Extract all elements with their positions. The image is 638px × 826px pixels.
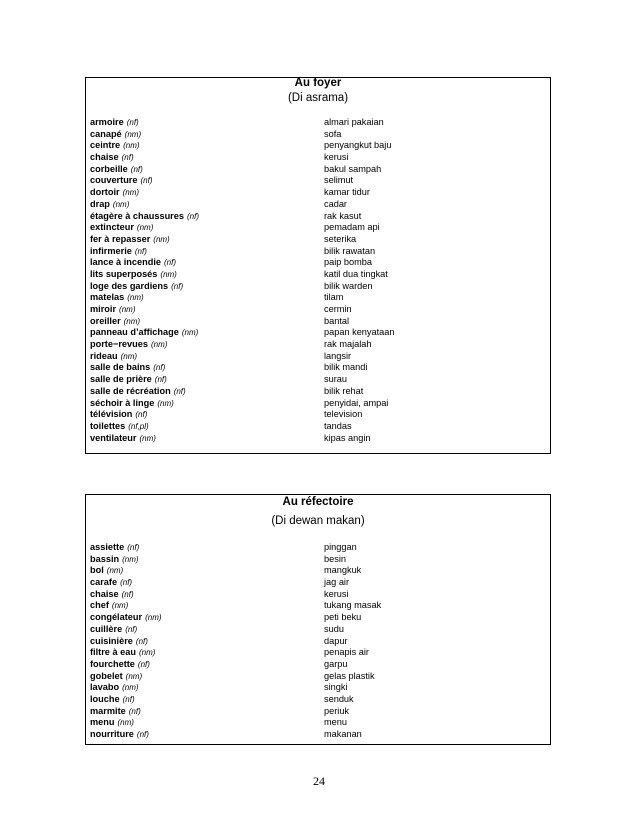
french-word: étagère à chaussures [90, 210, 184, 221]
list-item [86, 729, 550, 741]
french-word: armoire [90, 117, 124, 127]
malay-translation: bakul sampah [324, 163, 382, 174]
malay-translation: paip bomba [324, 257, 373, 268]
malay-translation: cermin [324, 304, 352, 314]
gender-tag: (nf) [130, 164, 143, 174]
gender-tag: (nm) [123, 316, 141, 326]
list-item [86, 554, 550, 566]
malay-translation: besin [324, 553, 346, 564]
list-item [86, 304, 550, 316]
list-item [86, 152, 550, 164]
section-subtitle: (Di asrama) [287, 92, 349, 104]
french-term [90, 175, 153, 187]
list-item [86, 600, 550, 612]
gender-tag: (nf) [120, 578, 133, 588]
french-term [90, 164, 143, 176]
gender-tag: (nm) [112, 199, 130, 209]
malay-translation: kipas angin [324, 432, 371, 443]
list-item [86, 647, 550, 659]
gender-tag: (nf) [140, 176, 153, 186]
gender-tag: (nm) [145, 613, 162, 623]
gender-tag: (nm) [122, 683, 139, 693]
french-term [90, 624, 137, 636]
french-word: salle de prière [90, 374, 152, 385]
french-term [90, 659, 150, 671]
list-item [86, 175, 550, 187]
french-word: carafe [90, 577, 118, 588]
list-item [86, 694, 550, 706]
french-term [90, 647, 155, 659]
gender-tag: (nf) [136, 730, 149, 739]
french-term [90, 187, 139, 199]
french-term [90, 600, 128, 612]
list-item [86, 117, 550, 129]
list-item [86, 292, 550, 304]
french-word: gobelet [90, 670, 123, 681]
list-item [86, 257, 550, 269]
malay-translation: gelas plastik [324, 670, 375, 681]
list-item [86, 565, 550, 577]
list-item [86, 222, 550, 234]
french-term [90, 729, 149, 741]
french-term [90, 636, 148, 648]
vocab-table-refectoire [85, 494, 551, 745]
malay-translation: jag air [324, 577, 350, 588]
malay-translation: kerusi [324, 588, 349, 599]
french-word: cuillère [90, 623, 123, 634]
list-item [86, 717, 550, 729]
french-word: cuisinière [90, 635, 133, 646]
french-term [90, 327, 198, 339]
list-item [86, 386, 550, 398]
malay-translation: papan kenyataan [324, 327, 395, 338]
french-word: fourchette [90, 658, 135, 669]
french-word: bassin [90, 553, 120, 564]
gender-tag: (nm) [117, 718, 134, 728]
gender-tag: (nm) [138, 648, 156, 658]
french-word: ceintre [90, 140, 121, 151]
french-word: panneau d’affichage [90, 327, 179, 338]
malay-translation: mangkuk [324, 565, 362, 576]
gender-tag: (nm) [111, 601, 129, 611]
gender-tag: (nf) [125, 624, 138, 634]
malay-translation: cadar [324, 198, 347, 209]
malay-translation: periuk [324, 705, 350, 716]
gender-tag: (nf) [163, 258, 176, 268]
gender-tag: (nm) [124, 129, 142, 139]
list-item [86, 199, 550, 211]
gender-tag: (nm) [120, 351, 138, 361]
malay-translation: bilik mandi [324, 362, 368, 373]
french-term [90, 211, 199, 223]
section-title: Au réfectoire [282, 496, 354, 508]
list-item [86, 659, 550, 671]
french-word: matelas [90, 292, 125, 303]
list-item [86, 316, 550, 328]
malay-translation: pemadam api [324, 222, 380, 233]
malay-translation: penyangkut baju [324, 140, 392, 151]
gender-tag: (nm) [123, 141, 140, 151]
gender-tag: (nf) [121, 589, 134, 599]
list-item [86, 624, 550, 636]
malay-translation: sofa [324, 128, 342, 139]
gender-tag: (nm) [122, 188, 140, 198]
list-item [86, 612, 550, 624]
french-term [90, 374, 167, 386]
list-item [86, 362, 550, 374]
malay-translation: menu [324, 717, 347, 728]
french-word: lavabo [90, 682, 120, 693]
french-word: oreiller [90, 315, 121, 326]
french-term [90, 671, 142, 683]
malay-translation: makanan [324, 729, 362, 739]
french-word: salle de récréation [90, 385, 171, 396]
french-term [90, 199, 129, 211]
gender-tag: (nm) [125, 671, 143, 681]
malay-translation: singki [324, 682, 348, 693]
french-word: ventilateur [90, 432, 137, 443]
gender-tag: (nf) [134, 246, 147, 256]
french-word: dortoir [90, 187, 120, 198]
malay-translation: seterika [324, 233, 357, 244]
french-word: bol [90, 565, 104, 576]
malay-translation: kerusi [324, 152, 349, 163]
list-item [86, 421, 550, 433]
malay-translation: pinggan [324, 542, 357, 552]
french-word: congélateur [90, 612, 143, 623]
french-word: corbeille [90, 163, 128, 174]
gender-tag: (nf) [122, 694, 135, 704]
gender-tag: (nf) [154, 375, 167, 385]
french-word: marmite [90, 705, 126, 716]
list-item [86, 577, 550, 589]
malay-translation: selimut [324, 175, 354, 186]
malay-translation: senduk [324, 693, 354, 704]
malay-translation: peti beku [324, 612, 362, 623]
malay-translation: rak majalah [324, 339, 372, 350]
malay-translation: surau [324, 374, 347, 385]
gender-tag: (nm) [153, 234, 170, 244]
malay-translation: langsir [324, 350, 352, 361]
french-term [90, 246, 147, 258]
gender-tag: (nm) [157, 398, 174, 408]
french-word: couverture [90, 175, 138, 186]
gender-tag: (nm) [139, 433, 156, 443]
french-word: porte−revues [90, 339, 148, 350]
gender-tag: (nf) [126, 118, 139, 127]
french-word: canapé [90, 128, 122, 139]
section-title: Au foyer [294, 77, 342, 89]
gender-tag: (nf) [121, 153, 134, 163]
french-word: drap [90, 198, 110, 209]
french-term [90, 612, 162, 624]
list-item [86, 671, 550, 683]
french-term [90, 234, 170, 246]
gender-tag: (nf) [127, 543, 140, 552]
french-term [90, 682, 139, 694]
french-term [90, 257, 176, 269]
list-item [86, 682, 550, 694]
french-word: nourriture [90, 729, 134, 739]
french-term [90, 386, 186, 398]
french-term [90, 117, 139, 129]
list-item [86, 542, 550, 554]
malay-translation: tandas [324, 420, 352, 431]
list-item [86, 339, 550, 351]
gender-tag: (nm) [160, 269, 177, 279]
malay-translation: almari pakaian [324, 117, 384, 127]
french-term [90, 409, 147, 421]
french-term [90, 140, 140, 152]
list-item [86, 234, 550, 246]
french-term [90, 316, 140, 328]
french-word: chaise [90, 152, 119, 163]
french-term [90, 565, 123, 577]
list-item [86, 589, 550, 601]
gender-tag: (nm) [181, 328, 199, 338]
french-term [90, 292, 144, 304]
entry-list [86, 117, 550, 444]
french-word: menu [90, 717, 115, 728]
malay-translation: sudu [324, 623, 344, 634]
french-term [90, 706, 141, 718]
french-term [90, 542, 139, 554]
malay-translation: rak kasut [324, 210, 362, 221]
french-word: assiette [90, 542, 125, 552]
gender-tag: (nm) [150, 340, 168, 350]
list-item [86, 246, 550, 258]
french-term [90, 433, 156, 445]
french-word: miroir [90, 304, 117, 314]
page-number: 24 [313, 774, 325, 788]
french-word: toilettes [90, 420, 126, 431]
gender-tag: (nm) [127, 293, 144, 303]
french-word: louche [90, 693, 120, 704]
french-word: séchoir à linge [90, 397, 155, 408]
malay-translation: bilik rawatan [324, 245, 376, 256]
french-term [90, 339, 167, 351]
gender-tag: (nf) [171, 281, 184, 291]
list-item [86, 374, 550, 386]
french-word: lance à incendie [90, 257, 161, 268]
list-item [86, 433, 550, 445]
french-word: lits superposés [90, 268, 158, 279]
list-item [86, 164, 550, 176]
malay-translation: bilik rehat [324, 385, 364, 396]
french-term [90, 222, 153, 234]
malay-translation: garpu [324, 658, 348, 669]
malay-translation: bantal [324, 315, 350, 326]
malay-translation: penapis air [324, 647, 369, 658]
french-word: fer à repasser [90, 233, 151, 244]
gender-tag: (nf) [173, 386, 186, 396]
gender-tag: (nm) [136, 223, 154, 233]
french-term [90, 304, 136, 316]
french-term [90, 694, 135, 706]
french-term [90, 269, 177, 281]
french-word: loge des gardiens [90, 280, 169, 291]
malay-translation: dapur [324, 635, 348, 646]
list-item [86, 398, 550, 410]
french-word: chef [90, 600, 109, 611]
section-subtitle: (Di dewan makan) [271, 515, 365, 527]
french-term [90, 129, 141, 141]
malay-translation: television [324, 409, 363, 420]
french-term [90, 717, 134, 729]
gender-tag: (nf,pl) [128, 421, 149, 431]
list-item [86, 636, 550, 648]
gender-tag: (nf) [135, 410, 148, 420]
list-item [86, 351, 550, 363]
french-term [90, 398, 174, 410]
list-item [86, 706, 550, 718]
list-item [86, 269, 550, 281]
entry-list [86, 542, 550, 741]
french-word: filtre à eau [90, 647, 136, 658]
french-word: extincteur [90, 222, 134, 233]
gender-tag: (nf) [137, 659, 150, 669]
gender-tag: (nf) [153, 363, 166, 373]
french-term [90, 554, 139, 566]
list-item [86, 187, 550, 199]
malay-translation: kamar tidur [324, 187, 370, 198]
vocab-table-foyer [85, 77, 551, 454]
gender-tag: (nf) [135, 636, 148, 646]
french-term [90, 351, 137, 363]
list-item [86, 129, 550, 141]
malay-translation: tukang masak [324, 600, 382, 611]
gender-tag: (nf) [186, 211, 199, 221]
french-word: infirmerie [90, 245, 132, 256]
french-word: salle de bains [90, 362, 151, 373]
french-term [90, 152, 134, 164]
french-word: télévision [90, 409, 133, 420]
malay-translation: penyidai, ampai [324, 397, 389, 408]
french-term [90, 589, 134, 601]
list-item [86, 140, 550, 152]
french-word: rideau [90, 350, 118, 361]
french-term [90, 421, 149, 433]
french-term [90, 362, 165, 374]
gender-tag: (nf) [128, 706, 141, 716]
list-item [86, 409, 550, 421]
french-term [90, 281, 183, 293]
malay-translation: tilam [324, 292, 344, 303]
list-item [86, 327, 550, 339]
french-term [90, 577, 132, 589]
malay-translation: bilik warden [324, 280, 373, 291]
french-word: chaise [90, 588, 119, 599]
gender-tag: (nm) [122, 554, 139, 564]
list-item [86, 211, 550, 223]
gender-tag: (nm) [106, 566, 124, 576]
malay-translation: katil dua tingkat [324, 268, 388, 279]
list-item [86, 281, 550, 293]
gender-tag: (nm) [119, 305, 136, 314]
